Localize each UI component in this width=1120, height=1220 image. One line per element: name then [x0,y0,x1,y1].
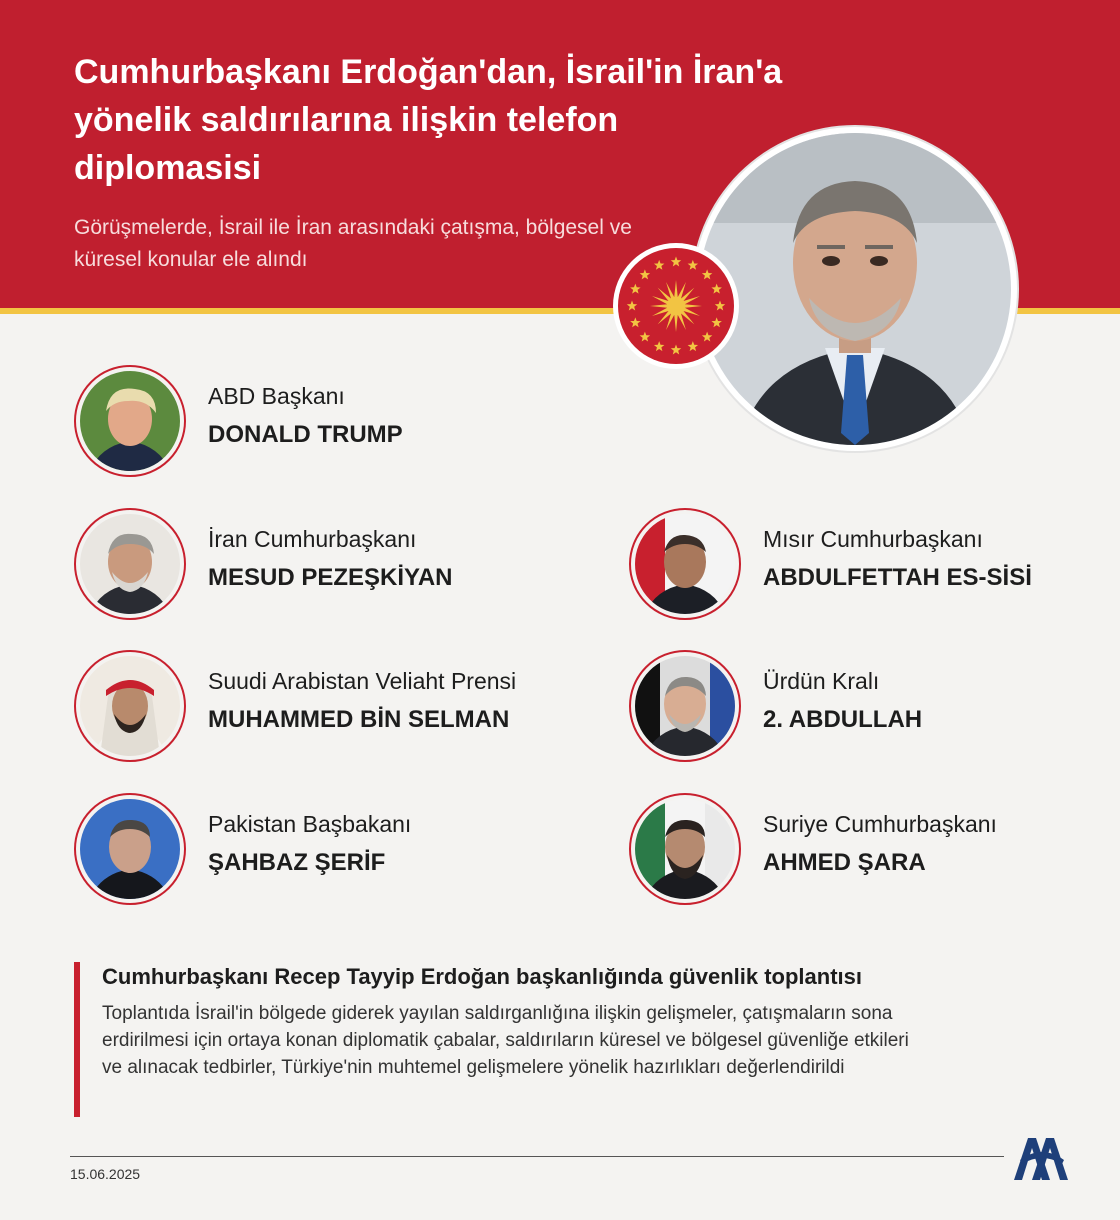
avatar [74,365,186,477]
person-name: AHMED ŞARA [763,849,926,876]
person-name: 2. ABDULLAH [763,706,923,733]
date-label: 15.06.2025 [70,1166,141,1182]
presidential-seal-icon [613,243,739,369]
person-card [74,793,574,913]
person-role: ABD Başkanı [208,383,345,409]
erdogan-photo [693,127,1017,451]
person-role: Suudi Arabistan Veliaht Prensi [208,668,517,694]
person-name: ŞAHBAZ ŞERİF [208,849,386,876]
person-card [629,793,1089,913]
person-role: Suriye Cumhurbaşkanı [763,811,997,837]
page-title: Cumhurbaşkanı Erdoğan'dan, İsrail'in İran'a yönelik saldırılarına ilişkin telefon diplomasisi [74,53,783,187]
person-name: DONALD TRUMP [208,421,403,448]
avatar [74,793,186,905]
person-name: MESUD PEZEŞKİYAN [208,564,453,591]
avatar [629,650,741,762]
person-role: Pakistan Başbakanı [208,811,412,837]
person-name: ABDULFETTAH ES-SİSİ [763,564,1032,591]
meeting-title: Cumhurbaşkanı Recep Tayyip Erdoğan başkanlığında güvenlik toplantısı [102,964,862,989]
person-name: MUHAMMED BİN SELMAN [208,706,510,733]
person-card [74,365,574,485]
aa-logo-icon [1012,1130,1070,1182]
page-subtitle: Görüşmelerde, İsrail ile İran arasındaki çatışma, bölgesel ve küresel konular ele alındı [74,216,632,271]
person-card [74,650,594,770]
avatar [74,508,186,620]
person-card [629,650,1089,770]
avatar [629,508,741,620]
footer-divider [70,1156,1004,1157]
meeting-info [74,962,974,1117]
person-card [629,508,1089,628]
person-role: Mısır Cumhurbaşkanı [763,526,983,552]
person-role: İran Cumhurbaşkanı [208,526,417,552]
meeting-text: Toplantıda İsrail'in bölgede giderek yayılan saldırganlığına ilişkin gelişmeler, çatışmaların sona erdirilmesi için ortaya konan diplomatik çabalar, saldırıların küresel ve bölgesel güvenliğe etkileri ve alınacak tedbirler, Türkiye'nin muhtemel gelişmelere yönelik hazırlıkları değerlendirildi [102,1003,909,1078]
avatar [74,650,186,762]
avatar [629,793,741,905]
person-role: Ürdün Kralı [763,668,880,694]
person-card [74,508,574,628]
